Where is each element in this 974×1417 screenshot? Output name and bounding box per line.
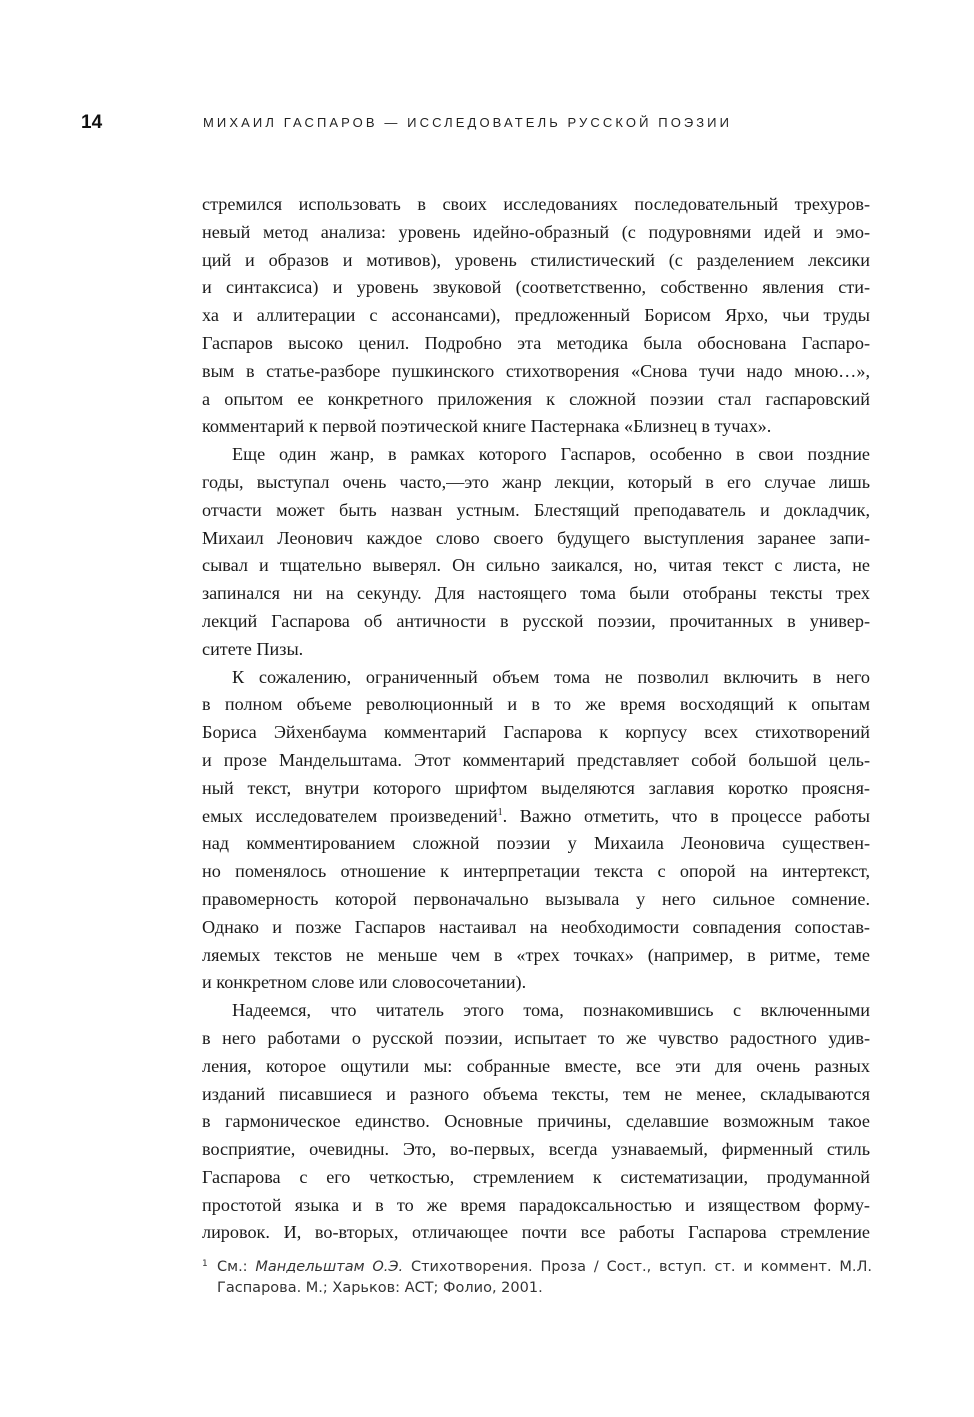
text-line: ный текст, внутри которого шрифтом выделяются заглавия коротко проясня- bbox=[202, 777, 870, 798]
paragraph bbox=[202, 664, 870, 998]
text-line: К сожалению, ограниченный объем тома не позволил включить в него bbox=[232, 666, 870, 687]
text-line: правомерность которой первоначально вызывала у него сильное сомнение. bbox=[202, 888, 870, 909]
text-line: но поменялось отношение к интерпретации текста с опорой на интертекст, bbox=[202, 861, 870, 882]
text-line: ситете Пизы. bbox=[202, 638, 304, 659]
text-line: и конкретном слове или словосочетании). bbox=[202, 972, 527, 993]
footnote-text bbox=[217, 1257, 872, 1299]
text-line: изданий писавшиеся и разного объема тексты, тем не менее, складываются bbox=[202, 1083, 870, 1104]
text-line: годы, выступал очень часто,—это жанр лекции, который в его случае лишь bbox=[202, 471, 870, 492]
text-line: ления, которое ощутили мы: собранные вместе, все эти для очень разных bbox=[202, 1055, 870, 1076]
text-line: Гаспарова с его четкостью, стремлением к систематизации, продуманной bbox=[202, 1166, 870, 1187]
text-line: в него работами о русской поэзии, испытает то же чувство радостного удив- bbox=[202, 1027, 870, 1048]
text-line: Михаил Леонович каждое слово своего будущего выступления заранее запи- bbox=[202, 527, 870, 548]
text-line: Надеемся, что читатель этого тома, познакомившись с включенными bbox=[232, 1000, 870, 1021]
text-line: невый метод анализа: уровень идейно-образный (с подуровнями идей и эмо- bbox=[202, 221, 870, 242]
text-line: емых исследователем произведений$^1$. Важно отметить, что в процессе работы bbox=[202, 805, 870, 826]
footnote-ref[interactable]: 1 bbox=[497, 806, 503, 818]
text-line: отчасти может быть назван устным. Блестящий преподаватель и докладчик, bbox=[202, 499, 870, 520]
footnote-rest: Стихотворения. Проза / Сост., вступ. ст. и коммент. М.Л. Гаспарова. М.; Харьков: АСТ; Фолио, 2001. bbox=[217, 1259, 873, 1296]
paragraph bbox=[202, 997, 870, 1247]
text-line: лировок. И, во-вторых, отличающее почти все работы Гаспарова стремление bbox=[202, 1222, 870, 1243]
paragraph bbox=[202, 191, 870, 441]
text-line: Еще один жанр, в рамках которого Гаспаров, особенно в свои поздние bbox=[232, 444, 870, 465]
running-title: МИХАИЛ ГАСПАРОВ — ИССЛЕДОВАТЕЛЬ РУССКОЙ ПОЭЗИИ bbox=[203, 115, 733, 130]
text-line: вым в статье-разборе пушкинского стихотворения «Снова тучи надо мною…», bbox=[202, 360, 870, 381]
text-line: запинался ни на секунду. Для настоящего тома были отобраны тексты трех bbox=[202, 583, 870, 604]
footnote-author: Мандельштам О.Э. bbox=[255, 1259, 404, 1275]
body-text bbox=[202, 191, 870, 1247]
text-line: Гаспаров высоко ценил. Подробно эта методика была обоснована Гаспаро- bbox=[202, 332, 870, 353]
text-line: ций и образов и мотивов), уровень стилистический (с разделением лексики bbox=[202, 249, 870, 270]
text-line: в полном объеме революционный и в то же время восходящий к опытам bbox=[202, 694, 870, 715]
footnote bbox=[202, 1257, 872, 1299]
text-line: комментарий к первой поэтической книге Пастернака «Близнец в тучах». bbox=[202, 416, 772, 437]
text-line: в гармоническое единство. Основные причины, сделавшие возможным такое bbox=[202, 1111, 870, 1132]
footnote-mark: 1 bbox=[202, 1259, 208, 1269]
text-line: над комментированием сложной поэзии у Михаила Леоновича существен- bbox=[202, 833, 870, 854]
text-line: восприятие, очевидны. Это, во-первых, всегда узнаваемый, фирменный стиль bbox=[202, 1139, 870, 1160]
text-line: а опытом ее конкретного приложения к сложной поэзии стал гаспаровский bbox=[202, 388, 870, 409]
paragraph bbox=[202, 441, 870, 663]
text-line: ха и аллитерации с ассонансами), предложенный Борисом Ярхо, чьи труды bbox=[202, 305, 870, 326]
text-line: ляемых текстов не меньше чем в «трех точках» (например, в ритме, теме bbox=[202, 944, 870, 965]
text-line: простотой языка и в то же время парадоксальностью и изяществом форму- bbox=[202, 1194, 870, 1215]
text-line: и синтаксиса) и уровень звуковой (соответственно, собственно явления сти- bbox=[202, 277, 870, 298]
text-line: стремился использовать в своих исследованиях последовательный трехуров- bbox=[202, 194, 870, 214]
text-line: лекций Гаспарова об античности в русской поэзии, прочитанных в универ- bbox=[202, 610, 870, 631]
text-line: сывал и тщательно выверял. Он сильно заикался, но, читая текст с листа, не bbox=[202, 555, 870, 576]
footnote-prefix: См.: bbox=[217, 1259, 256, 1275]
text-line: Однако и позже Гаспаров настаивал на необходимости совпадения сопостав- bbox=[202, 916, 870, 937]
text-line: и прозе Мандельштама. Этот комментарий представляет собой большой цель- bbox=[202, 749, 870, 770]
text-line: Бориса Эйхенбаума комментарий Гаспарова к корпусу всех стихотворений bbox=[202, 722, 870, 743]
page-number: 14 bbox=[81, 112, 103, 133]
